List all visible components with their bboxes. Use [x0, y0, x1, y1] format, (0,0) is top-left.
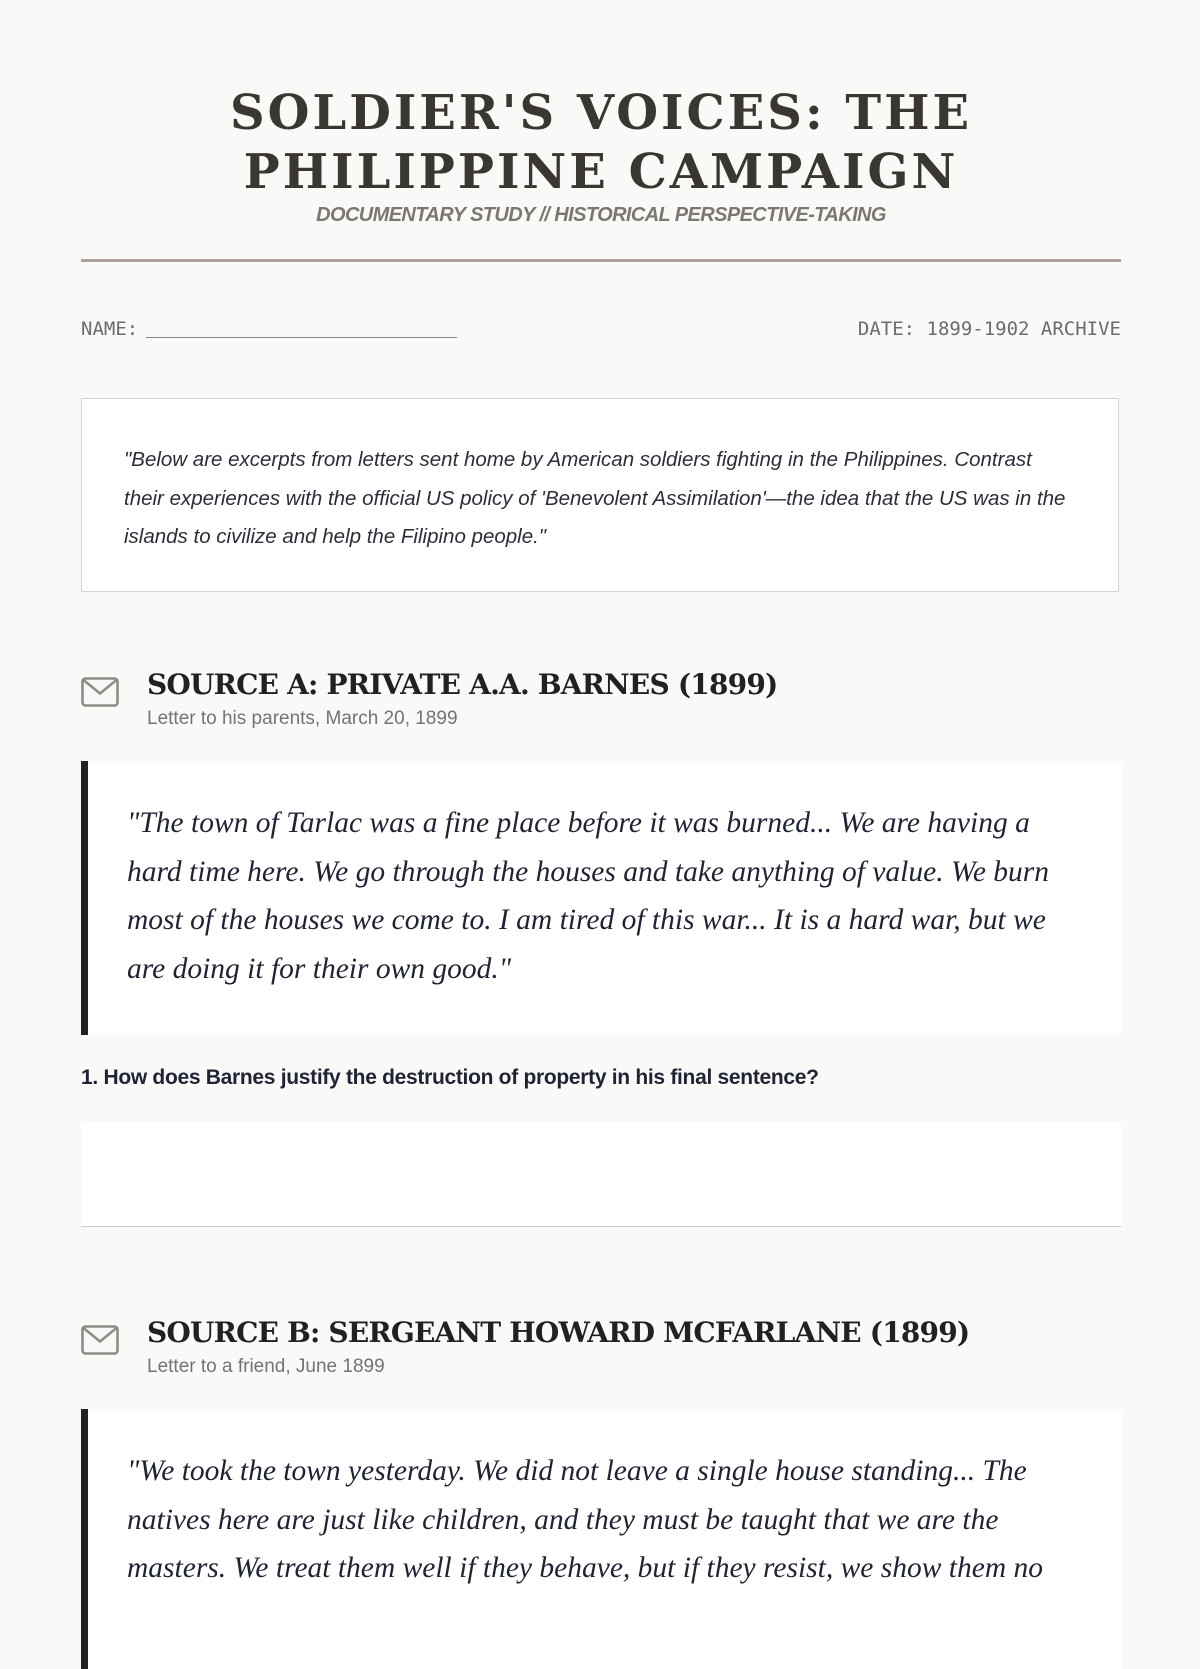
name-field	[81, 318, 457, 340]
header-divider	[81, 259, 1121, 262]
question-1: 1. How does Barnes justify the destruction of property in his final sentence?	[81, 1066, 819, 1089]
meta-row	[81, 318, 1121, 342]
source-b-quote: "We took the town yesterday. We did not leave a single house standing... The natives here are just like children, and they must be taught that we are the masters. We treat them well if they behave, but if they resist, we show them no	[81, 1409, 1121, 1669]
source-a-title: SOURCE A: PRIVATE A.A. BARNES (1899)	[147, 668, 778, 701]
source-a-subtitle: Letter to his parents, March 20, 1899	[147, 708, 458, 729]
source-a-quote: "The town of Tarlac was a fine place before it was burned... We are having a hard time here. We go through the houses and take anything of value. We burn most of the houses we come to. I am tired of this war... It is a hard war, but we are doing it for their own good."	[81, 761, 1121, 1035]
envelope-icon	[81, 1325, 119, 1355]
page-title: SOLDIER'S VOICES: THE PHILIPPINE CAMPAIGN	[229, 85, 973, 200]
worksheet-page	[81, 0, 1121, 1584]
name-blank-line[interactable]	[146, 319, 457, 338]
source-a-header	[81, 667, 1121, 737]
answer-box-1[interactable]	[81, 1122, 1121, 1227]
date-label: DATE: 1899-1902 ARCHIVE	[857, 318, 1121, 340]
page-subtitle: DOCUMENTARY STUDY // HISTORICAL PERSPECTIVE-TAKING	[316, 204, 886, 226]
envelope-icon	[81, 677, 119, 707]
intro-box: "Below are excerpts from letters sent home by American soldiers fighting in the Philippines. Contrast their experiences with the official US policy of 'Benevolent Assimilation'—the idea that the US was in the islands to civilize and help the Filipino people."	[81, 398, 1119, 592]
source-b-header	[81, 1315, 1121, 1385]
source-b-subtitle: Letter to a friend, June 1899	[147, 1356, 385, 1377]
source-b-title: SOURCE B: SERGEANT HOWARD MCFARLANE (1899)	[147, 1316, 970, 1349]
name-label: NAME:	[81, 318, 139, 340]
